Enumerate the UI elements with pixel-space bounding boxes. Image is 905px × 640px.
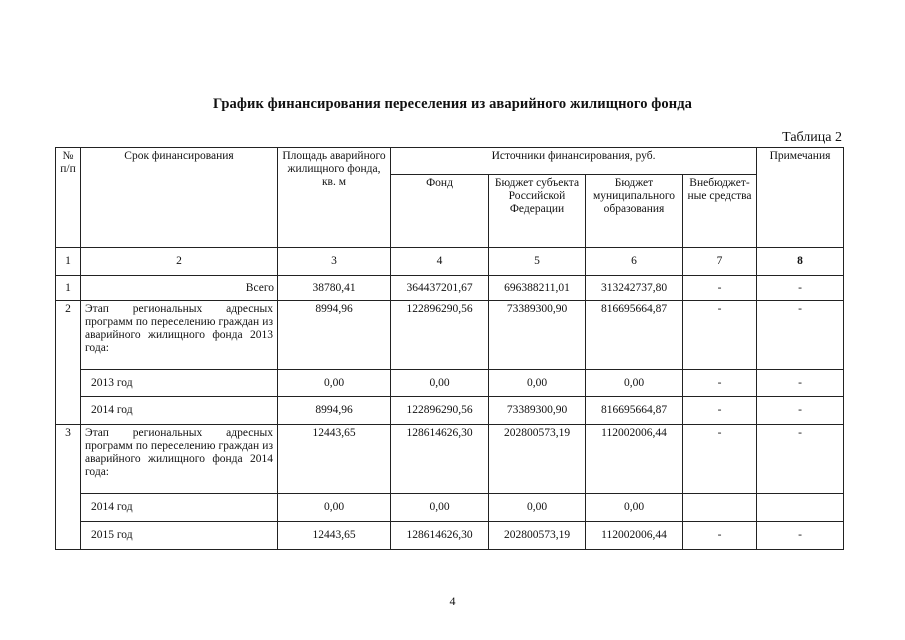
table-row-total	[56, 276, 844, 301]
cell-fund: 128614626,30	[391, 522, 489, 550]
cell-fund: 0,00	[391, 494, 489, 522]
table-label: Таблица 2	[782, 130, 842, 145]
cell-notes: -	[757, 370, 844, 397]
row-num: 1	[56, 276, 81, 301]
cell-subject: 73389300,90	[489, 397, 586, 425]
table-row-stage	[56, 301, 844, 370]
row-label: 2013 год	[81, 370, 278, 397]
column-number-row	[56, 248, 844, 276]
row-label: Этап региональных адресных программ по переселению граждан из аварийного жилищного фонда 2013 года:	[81, 301, 278, 370]
col-number: 3	[278, 248, 391, 276]
cell-subject: 0,00	[489, 494, 586, 522]
cell-extra: -	[683, 301, 757, 370]
col-number: 4	[391, 248, 489, 276]
cell-municipal: 816695664,87	[586, 301, 683, 370]
cell-fund: 122896290,56	[391, 397, 489, 425]
row-label: 2015 год	[81, 522, 278, 550]
cell-notes: -	[757, 301, 844, 370]
cell-subject: 202800573,19	[489, 522, 586, 550]
financing-table	[55, 147, 844, 550]
header-row-1	[56, 148, 844, 175]
row-num: 2	[56, 301, 81, 425]
cell-area: 8994,96	[278, 397, 391, 425]
row-label: 2014 год	[81, 397, 278, 425]
header-fund: Фонд	[391, 175, 489, 248]
cell-notes	[757, 494, 844, 522]
cell-municipal: 313242737,80	[586, 276, 683, 301]
cell-municipal: 112002006,44	[586, 425, 683, 494]
table-row-year	[56, 522, 844, 550]
cell-extra: -	[683, 276, 757, 301]
document-title: График финансирования переселения из аварийного жилищного фонда	[212, 96, 693, 112]
header-extrabudget: Внебюджет-ные средства	[683, 175, 757, 248]
header-municipal-budget: Бюджет муниципального образования	[586, 175, 683, 248]
table-row-stage	[56, 425, 844, 494]
cell-fund: 122896290,56	[391, 301, 489, 370]
cell-municipal: 112002006,44	[586, 522, 683, 550]
col-number: 1	[56, 248, 81, 276]
cell-area: 38780,41	[278, 276, 391, 301]
cell-municipal: 0,00	[586, 494, 683, 522]
table-row-year	[56, 370, 844, 397]
cell-area: 12443,65	[278, 522, 391, 550]
cell-extra: -	[683, 425, 757, 494]
row-label: Этап региональных адресных программ по переселению граждан из аварийного жилищного фонда 2014 года:	[81, 425, 278, 494]
table-row-year	[56, 494, 844, 522]
header-num: № п/п	[56, 148, 81, 248]
cell-area: 0,00	[278, 494, 391, 522]
cell-extra	[683, 494, 757, 522]
col-number: 6	[586, 248, 683, 276]
cell-subject: 202800573,19	[489, 425, 586, 494]
header-notes: Примечания	[757, 148, 844, 248]
col-number: 2	[81, 248, 278, 276]
cell-subject: 696388211,01	[489, 276, 586, 301]
row-label: 2014 год	[81, 494, 278, 522]
header-subject-budget: Бюджет субъекта Российской Федерации	[489, 175, 586, 248]
cell-notes: -	[757, 522, 844, 550]
cell-notes: -	[757, 397, 844, 425]
header-period: Срок финансирования	[81, 148, 278, 248]
col-number: 8	[757, 248, 844, 276]
page-number: 4	[449, 594, 456, 608]
table-row-year	[56, 397, 844, 425]
cell-notes: -	[757, 425, 844, 494]
cell-area: 0,00	[278, 370, 391, 397]
header-sources: Источники финансирования, руб.	[391, 148, 757, 175]
cell-extra: -	[683, 370, 757, 397]
cell-extra: -	[683, 522, 757, 550]
cell-municipal: 816695664,87	[586, 397, 683, 425]
cell-fund: 364437201,67	[391, 276, 489, 301]
cell-subject: 73389300,90	[489, 301, 586, 370]
cell-municipal: 0,00	[586, 370, 683, 397]
cell-subject: 0,00	[489, 370, 586, 397]
header-area: Площадь аварийного жилищного фонда, кв. м	[278, 148, 391, 248]
row-num: 3	[56, 425, 81, 550]
col-number: 5	[489, 248, 586, 276]
cell-area: 12443,65	[278, 425, 391, 494]
cell-fund: 0,00	[391, 370, 489, 397]
row-label: Всего	[81, 276, 278, 301]
cell-extra: -	[683, 397, 757, 425]
cell-area: 8994,96	[278, 301, 391, 370]
col-number: 7	[683, 248, 757, 276]
cell-fund: 128614626,30	[391, 425, 489, 494]
cell-notes: -	[757, 276, 844, 301]
